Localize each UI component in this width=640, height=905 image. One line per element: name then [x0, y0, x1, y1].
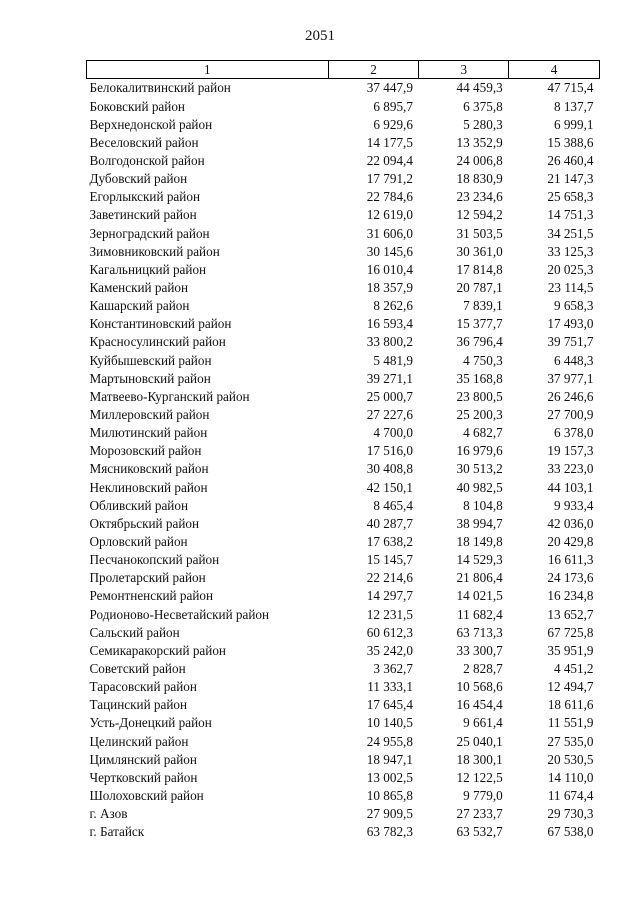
district-name-cell: Верхнедонской район [89, 116, 213, 132]
district-name-cell: Веселовский район [89, 134, 199, 150]
value-cell-col3: 12 122,5 [456, 769, 503, 785]
value-cell-col4: 24 173,6 [547, 570, 594, 586]
value-cell-col3: 16 979,6 [456, 443, 503, 459]
district-name-cell: Кагальницкий район [89, 261, 207, 277]
value-cell-col3: 10 568,6 [456, 679, 503, 695]
district-name-cell: Дубовский район [89, 171, 188, 187]
value-cell-col3: 7 839,1 [463, 298, 503, 314]
value-cell-col2: 17 516,0 [366, 443, 413, 459]
value-cell-col4: 29 730,3 [547, 806, 594, 822]
value-cell-col4: 25 658,3 [547, 189, 594, 205]
value-cell-col4: 20 025,3 [547, 261, 594, 277]
value-cell-col3: 5 280,3 [463, 116, 503, 132]
value-cell-col2: 12 619,0 [366, 207, 413, 223]
value-cell-col3: 27 233,7 [456, 806, 503, 822]
table-row [87, 387, 600, 405]
value-cell-col4: 17 493,0 [547, 316, 594, 332]
value-cell-col3: 4 682,7 [463, 425, 503, 441]
value-cell-col4: 14 110,0 [547, 769, 594, 785]
district-name-cell: Егорлыкский район [89, 189, 200, 205]
district-name-cell: Волгодонской район [89, 153, 205, 169]
table-row [87, 460, 600, 478]
table-row [87, 533, 600, 551]
table-row [87, 478, 600, 496]
value-cell-col2: 4 700,0 [373, 425, 413, 441]
value-cell-col4: 11 551,9 [547, 715, 594, 731]
value-cell-col2: 27 227,6 [366, 407, 413, 422]
value-cell-col3: 63 532,7 [456, 824, 503, 840]
value-cell-col4: 20 429,8 [547, 533, 594, 549]
table-row [87, 587, 600, 605]
value-cell-col2: 10 865,8 [366, 787, 413, 803]
district-name-cell: Белокалитвинский район [89, 80, 231, 96]
district-name-cell: Морозовский район [89, 443, 202, 459]
value-cell-col4: 44 103,1 [547, 479, 594, 495]
value-cell-col4: 20 530,5 [547, 751, 594, 767]
column-header-2: 2 [328, 61, 419, 79]
district-name-cell: Целинский район [89, 733, 189, 749]
value-cell-col3: 18 149,8 [456, 533, 503, 549]
district-name-cell: Тацинский район [89, 697, 188, 713]
value-cell-col4: 34 251,5 [547, 225, 594, 241]
value-cell-col4: 33 223,0 [547, 461, 594, 477]
district-name-cell: Шолоховский район [89, 787, 204, 803]
value-cell-col2: 33 800,2 [366, 334, 413, 350]
district-name-cell: Константиновский район [89, 316, 232, 332]
value-cell-col2: 22 214,6 [366, 570, 413, 586]
value-cell-col3: 14 529,3 [456, 552, 503, 568]
value-cell-col4: 21 147,3 [547, 171, 594, 187]
page-number: 2051 [305, 28, 335, 44]
value-cell-col4: 6 378,0 [553, 425, 594, 441]
value-cell-col3: 8 104,8 [463, 497, 503, 513]
value-cell-col4: 9 933,4 [553, 497, 594, 513]
value-cell-col4: 27 535,0 [547, 733, 594, 749]
district-name-cell: Милютинский район [89, 425, 208, 441]
value-cell-col3: 2 828,7 [463, 660, 503, 676]
table-row [87, 714, 600, 732]
value-cell-col2: 3 362,7 [373, 660, 413, 676]
value-cell-col3: 31 503,5 [456, 225, 503, 241]
value-cell-col2: 30 145,6 [366, 243, 413, 259]
value-cell-col4: 37 977,1 [547, 370, 594, 386]
value-cell-col2: 17 791,2 [366, 171, 413, 187]
table-body [87, 79, 600, 841]
value-cell-col4: 67 725,8 [547, 624, 594, 640]
value-cell-col3: 21 806,4 [456, 570, 503, 586]
table-row [87, 260, 600, 278]
value-cell-col4: 67 538,0 [547, 824, 594, 840]
district-name-cell: Заветинский район [89, 207, 197, 223]
table-row [87, 152, 600, 170]
table-row [87, 424, 600, 442]
value-cell-col4: 47 715,4 [547, 80, 594, 96]
value-cell-col3: 23 234,6 [456, 189, 503, 205]
table-row [87, 79, 600, 98]
value-cell-col4: 16 234,8 [547, 588, 594, 604]
value-cell-col2: 6 929,6 [373, 116, 413, 132]
value-cell-col4: 8 137,7 [553, 98, 594, 114]
table-row [87, 351, 600, 369]
value-cell-col4: 39 751,7 [547, 334, 594, 350]
district-name-cell: Мясниковский район [89, 461, 209, 477]
table-row [87, 641, 600, 659]
value-cell-col2: 60 612,3 [366, 624, 413, 640]
column-header-1: 1 [87, 61, 329, 79]
value-cell-col3: 20 787,1 [456, 280, 503, 296]
table-row [87, 768, 600, 786]
value-cell-col3: 18 830,9 [456, 171, 503, 187]
district-name-cell: Усть-Донецкий район [89, 715, 212, 731]
value-cell-col3: 13 352,9 [456, 134, 503, 150]
table-row [87, 442, 600, 460]
table-row [87, 786, 600, 804]
value-cell-col3: 35 168,8 [456, 370, 503, 386]
table-row [87, 133, 600, 151]
value-cell-col3: 18 300,1 [456, 751, 503, 767]
value-cell-col2: 22 784,6 [366, 189, 413, 205]
value-cell-col2: 6 895,7 [373, 98, 413, 114]
table-row [87, 279, 600, 297]
value-cell-col2: 63 782,3 [366, 824, 413, 840]
value-cell-col4: 11 674,4 [547, 787, 594, 803]
table-row [87, 406, 600, 424]
table-row [87, 605, 600, 623]
district-name-cell: Зимовниковский район [89, 243, 220, 259]
value-cell-col4: 6 999,1 [553, 116, 594, 132]
value-cell-col2: 39 271,1 [366, 370, 413, 386]
value-cell-col4: 23 114,5 [547, 280, 594, 296]
value-cell-col4: 26 246,6 [547, 388, 594, 404]
district-name-cell: Каменский район [89, 280, 189, 296]
table-row [87, 496, 600, 514]
table-row [87, 750, 600, 768]
value-cell-col2: 17 638,2 [366, 533, 413, 549]
header-row [87, 61, 600, 79]
table-row [87, 696, 600, 714]
table-row [87, 170, 600, 188]
value-cell-col3: 17 814,8 [456, 261, 503, 277]
district-name-cell: Миллеровский район [89, 407, 210, 422]
value-cell-col2: 35 242,0 [366, 642, 413, 658]
value-cell-col4: 26 460,4 [547, 153, 594, 169]
district-name-cell: Тарасовский район [89, 679, 197, 695]
value-cell-col4: 15 388,6 [547, 134, 594, 150]
value-cell-col2: 16 010,4 [366, 261, 413, 277]
district-name-cell: Мартыновский район [89, 370, 211, 386]
table-row [87, 224, 600, 242]
column-header-4: 4 [509, 61, 600, 79]
value-cell-col4: 12 494,7 [547, 679, 594, 695]
value-cell-col2: 25 000,7 [366, 388, 413, 404]
value-cell-col4: 18 611,6 [547, 697, 594, 713]
value-cell-col2: 40 287,7 [366, 515, 413, 531]
value-cell-col2: 14 177,5 [366, 134, 413, 150]
value-cell-col2: 8 262,6 [373, 298, 413, 314]
value-cell-col3: 12 594,2 [456, 207, 503, 223]
value-cell-col3: 24 006,8 [456, 153, 503, 169]
table-row [87, 115, 600, 133]
district-name-cell: Обливский район [89, 497, 189, 513]
district-name-cell: Песчанокопский район [89, 552, 220, 568]
value-cell-col2: 18 947,1 [366, 751, 413, 767]
table-row [87, 369, 600, 387]
value-cell-col2: 31 606,0 [366, 225, 413, 241]
district-name-cell: Сальский район [89, 624, 180, 640]
value-cell-col3: 16 454,4 [456, 697, 503, 713]
table-row [87, 188, 600, 206]
value-cell-col2: 22 094,4 [366, 153, 413, 169]
table-row [87, 732, 600, 750]
value-cell-col2: 30 408,8 [366, 461, 413, 477]
value-cell-col3: 14 021,5 [456, 588, 503, 604]
value-cell-col3: 38 994,7 [456, 515, 503, 531]
data-table [86, 60, 600, 841]
table-row [87, 551, 600, 569]
value-cell-col2: 5 481,9 [373, 352, 413, 368]
value-cell-col3: 4 750,3 [463, 352, 503, 368]
value-cell-col2: 37 447,9 [366, 80, 413, 96]
value-cell-col3: 33 300,7 [456, 642, 503, 658]
value-cell-col3: 6 375,8 [463, 98, 503, 114]
district-name-cell: Кашарский район [89, 298, 190, 314]
district-name-cell: Чертковский район [89, 769, 198, 785]
value-cell-col4: 33 125,3 [547, 243, 594, 259]
value-cell-col2: 15 145,7 [366, 552, 413, 568]
value-cell-col4: 13 652,7 [547, 606, 594, 622]
table-row [87, 97, 600, 115]
value-cell-col4: 27 700,9 [547, 407, 594, 422]
value-cell-col2: 13 002,5 [366, 769, 413, 785]
value-cell-col4: 9 658,3 [553, 298, 594, 314]
value-cell-col2: 42 150,1 [366, 479, 413, 495]
district-name-cell: Октябрьский район [89, 515, 200, 531]
district-name-cell: Боковский район [89, 98, 185, 114]
district-name-cell: Куйбышевский район [89, 352, 212, 368]
value-cell-col3: 9 779,0 [463, 787, 503, 803]
value-cell-col2: 27 909,5 [366, 806, 413, 822]
column-header-3: 3 [419, 61, 509, 79]
value-cell-col2: 14 297,7 [366, 588, 413, 604]
district-name-cell: г. Батайск [89, 824, 145, 840]
table-row [87, 823, 600, 841]
value-cell-col2: 18 357,9 [366, 280, 413, 296]
value-cell-col2: 24 955,8 [366, 733, 413, 749]
value-cell-col3: 44 459,3 [456, 80, 503, 96]
table-row [87, 297, 600, 315]
value-cell-col3: 15 377,7 [456, 316, 503, 332]
value-cell-col3: 23 800,5 [456, 388, 503, 404]
value-cell-col4: 4 451,2 [553, 660, 594, 676]
value-cell-col3: 25 040,1 [456, 733, 503, 749]
district-name-cell: Неклиновский район [89, 479, 208, 495]
district-name-cell: г. Азов [89, 806, 128, 822]
value-cell-col2: 10 140,5 [366, 715, 413, 731]
value-cell-col3: 9 661,4 [463, 715, 503, 731]
table-row [87, 242, 600, 260]
value-cell-col2: 11 333,1 [367, 679, 413, 695]
district-name-cell: Орловский район [89, 533, 188, 549]
district-name-cell: Родионово-Несветайский район [89, 606, 270, 622]
value-cell-col3: 40 982,5 [456, 479, 503, 495]
table-row [87, 660, 600, 678]
value-cell-col3: 36 796,4 [456, 334, 503, 350]
district-name-cell: Зерноградский район [89, 225, 210, 241]
value-cell-col4: 35 951,9 [547, 642, 594, 658]
value-cell-col2: 8 465,4 [373, 497, 413, 513]
value-cell-col3: 63 713,3 [456, 624, 503, 640]
value-cell-col4: 19 157,3 [547, 443, 594, 459]
value-cell-col4: 14 751,3 [547, 207, 594, 223]
value-cell-col4: 42 036,0 [547, 515, 594, 531]
value-cell-col2: 16 593,4 [366, 316, 413, 332]
table-row [87, 206, 600, 224]
district-name-cell: Цимлянский район [89, 751, 197, 767]
district-name-cell: Пролетарский район [89, 570, 206, 586]
value-cell-col2: 17 645,4 [366, 697, 413, 713]
district-name-cell: Советский район [89, 660, 186, 676]
value-cell-col3: 11 682,4 [457, 606, 503, 622]
value-cell-col4: 6 448,3 [553, 352, 594, 368]
table-row [87, 315, 600, 333]
value-cell-col3: 30 361,0 [456, 243, 503, 259]
table-row [87, 805, 600, 823]
table-row [87, 623, 600, 641]
value-cell-col3: 30 513,2 [456, 461, 503, 477]
district-name-cell: Матвеево-Курганский район [89, 388, 250, 404]
table-row [87, 569, 600, 587]
district-name-cell: Красносулинский район [89, 334, 226, 350]
table-row [87, 678, 600, 696]
value-cell-col4: 16 611,3 [547, 552, 594, 568]
table-row [87, 333, 600, 351]
district-name-cell: Семикаракорский район [89, 642, 226, 658]
district-name-cell: Ремонтненский район [89, 588, 214, 604]
table-row [87, 514, 600, 532]
value-cell-col2: 12 231,5 [366, 606, 413, 622]
value-cell-col3: 25 200,3 [456, 407, 503, 422]
